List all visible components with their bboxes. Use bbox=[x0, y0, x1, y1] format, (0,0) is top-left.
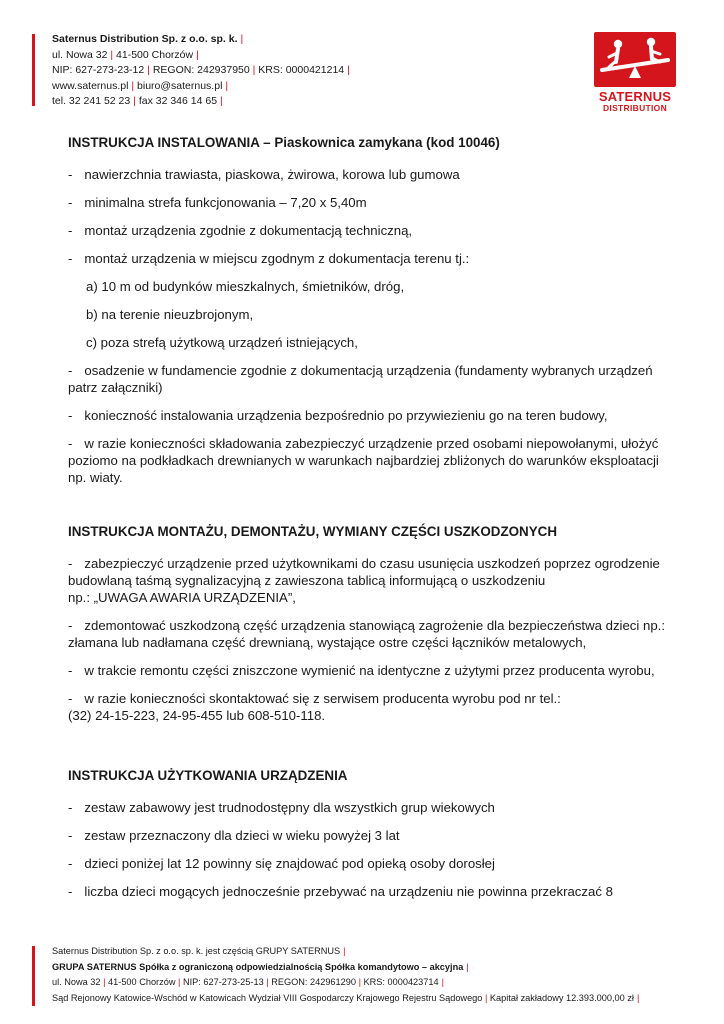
company-tel: tel. 32 241 52 23 bbox=[52, 95, 131, 108]
header-contact-block: Saternus Distribution Sp. z o.o. sp. k. | ul. Nowa 32 | 41-500 Chorzów | NIP: 627-273-23-12 | REGON: 242937950 | KRS: 0000421214 | www.saternus.pl | biuro@saternus.pl | tel. 32 241 52 23 | fax 32 346 14 65 | bbox=[52, 33, 350, 108]
company-email: biuro@saternus.pl bbox=[137, 79, 223, 92]
company-krs: KRS: 0000421214 bbox=[258, 64, 345, 77]
list-item: - zdemontować uszkodzoną część urządzenia stanowiącą zagrożenie dla bezpieczeństwa dzieci np.: złamana lub nadłamana część drewnianą, wystające ostre części łączników metalowych, bbox=[68, 618, 665, 650]
section1-title: INSTRUKCJA INSTALOWANIA – Piaskownica zamykana (kod 10046) bbox=[68, 135, 500, 150]
company-fax: fax 32 346 14 65 bbox=[138, 95, 218, 108]
list-item: - dzieci poniżej lat 12 powinny się znajdować pod opieką osoby dorosłej bbox=[68, 856, 495, 871]
header-red-bar bbox=[32, 34, 35, 106]
sub-list-item: c) poza strefą użytkową urządzeń istniejących, bbox=[86, 335, 358, 350]
company-city: 41-500 Chorzów bbox=[116, 48, 194, 61]
company-regon: REGON: 242937950 bbox=[152, 64, 250, 77]
list-item: - montaż urządzenia w miejscu zgodnym z dokumentacja terenu tj.: bbox=[68, 251, 470, 266]
document-body bbox=[68, 134, 674, 900]
company-address: ul. Nowa 32 bbox=[52, 48, 108, 61]
company-nip: NIP: 627-273-23-12 bbox=[52, 64, 145, 77]
list-item: - w razie konieczności składowania zabezpieczyć urządzenie przed osobami niepowołanymi, ułożyć poziomo na podkładkach drewnianych w warunkach najbardziej zbliżonych do warunków eksploatacji np. wiaty. bbox=[68, 436, 659, 485]
footer-capital: Kapitał zakładowy 12.393.000,00 zł bbox=[489, 992, 634, 1003]
list-item: - osadzenie w fundamencie zgodnie z dokumentacją urządzenia (fundamenty wybranych urządzeń patrz załączniki) bbox=[68, 363, 653, 395]
letterhead bbox=[32, 32, 592, 108]
section2-title: INSTRUKCJA MONTAŻU, DEMONTAŻU, WYMIANY CZĘŚCI USZKODZONYCH bbox=[68, 524, 557, 539]
list-item: - zabezpieczyć urządzenie przed użytkownikami do czasu usunięcia uszkodzeń poprzez ogrodzenie budowlaną taśmą sygnalizacyjną z zawieszona tablicą informującą o uszkodzeniu np.: „UWAGA AWARIA URZĄDZENIA”, bbox=[68, 556, 660, 605]
list-item: - konieczność instalowania urządzenia bezpośrednio po przywiezieniu go na teren budowy, bbox=[68, 408, 608, 423]
footer-line2: GRUPA SATERNUS Spółka z ograniczoną odpowiedzialnością Spółka komandytowo – akcyjna bbox=[52, 961, 464, 972]
footer-red-bar bbox=[32, 946, 35, 1006]
sub-list-item: a) 10 m od budynków mieszkalnych, śmietników, dróg, bbox=[86, 279, 405, 294]
logo-sub: DISTRIBUTION bbox=[602, 103, 668, 113]
footer-line1: Saternus Distribution Sp. z o.o. sp. k. jest częścią GRUPY SATERNUS bbox=[52, 946, 341, 956]
sub-list-item: b) na terenie nieuzbrojonym, bbox=[86, 307, 254, 322]
list-item: - montaż urządzenia zgodnie z dokumentacją techniczną, bbox=[68, 223, 413, 238]
list-item: - w razie konieczności skontaktować się z serwisem producenta wyrobu pod nr tel.: (32) 24-15-223, 24-95-455 lub 608-510-118. bbox=[68, 691, 561, 723]
logo-name: SATERNUS bbox=[598, 89, 672, 104]
list-item: - zestaw przeznaczony dla dzieci w wieku powyżej 3 lat bbox=[68, 828, 400, 843]
company-www: www.saternus.pl bbox=[52, 79, 129, 92]
list-item: - nawierzchnia trawiasta, piaskowa, żwirowa, korowa lub gumowa bbox=[68, 167, 460, 182]
footer-court: Sąd Rejonowy Katowice-Wschód w Katowicach Wydział VIII Gospodarczy Krajowego Rejestru Sądowego bbox=[52, 992, 483, 1003]
list-item: - zestaw zabawowy jest trudnodostępny dla wszystkich grup wiekowych bbox=[68, 800, 495, 815]
company-name: Saternus Distribution Sp. z o.o. sp. k. bbox=[52, 33, 238, 45]
footer-legal-block: Saternus Distribution Sp. z o.o. sp. k. jest częścią GRUPY SATERNUS | GRUPA SATERNUS Spółka z ograniczoną odpowiedzialnością Spółka komandytowo – akcyjna | ul. Nowa 32 | 41-500 Chorzów | NIP: 627-273-25-13 | REGON: 242961290 | KRS: 0000423714 | Sąd Rejonowy Katowice-Wschód w Katowicach Wydział VIII Gospodarczy Krajowego Rejestru Sądowego | Kapitał zakładowy 12.393.000,00 zł | bbox=[52, 946, 640, 1003]
seesaw-icon bbox=[594, 32, 676, 87]
footer bbox=[32, 944, 682, 1008]
list-item: - liczba dzieci mogących jednocześnie przebywać na urządzeniu nie powinna przekraczać 8 bbox=[68, 884, 613, 899]
list-item: - w trakcie remontu części zniszczone wymienić na identyczne z użytymi przez producenta wyrobu, bbox=[68, 663, 655, 678]
list-item: - minimalna strefa funkcjonowania – 7,20 x 5,40m bbox=[68, 195, 367, 210]
section3-title: INSTRUKCJA UŻYTKOWANIA URZĄDZENIA bbox=[68, 768, 348, 783]
saternus-logo bbox=[594, 32, 676, 113]
